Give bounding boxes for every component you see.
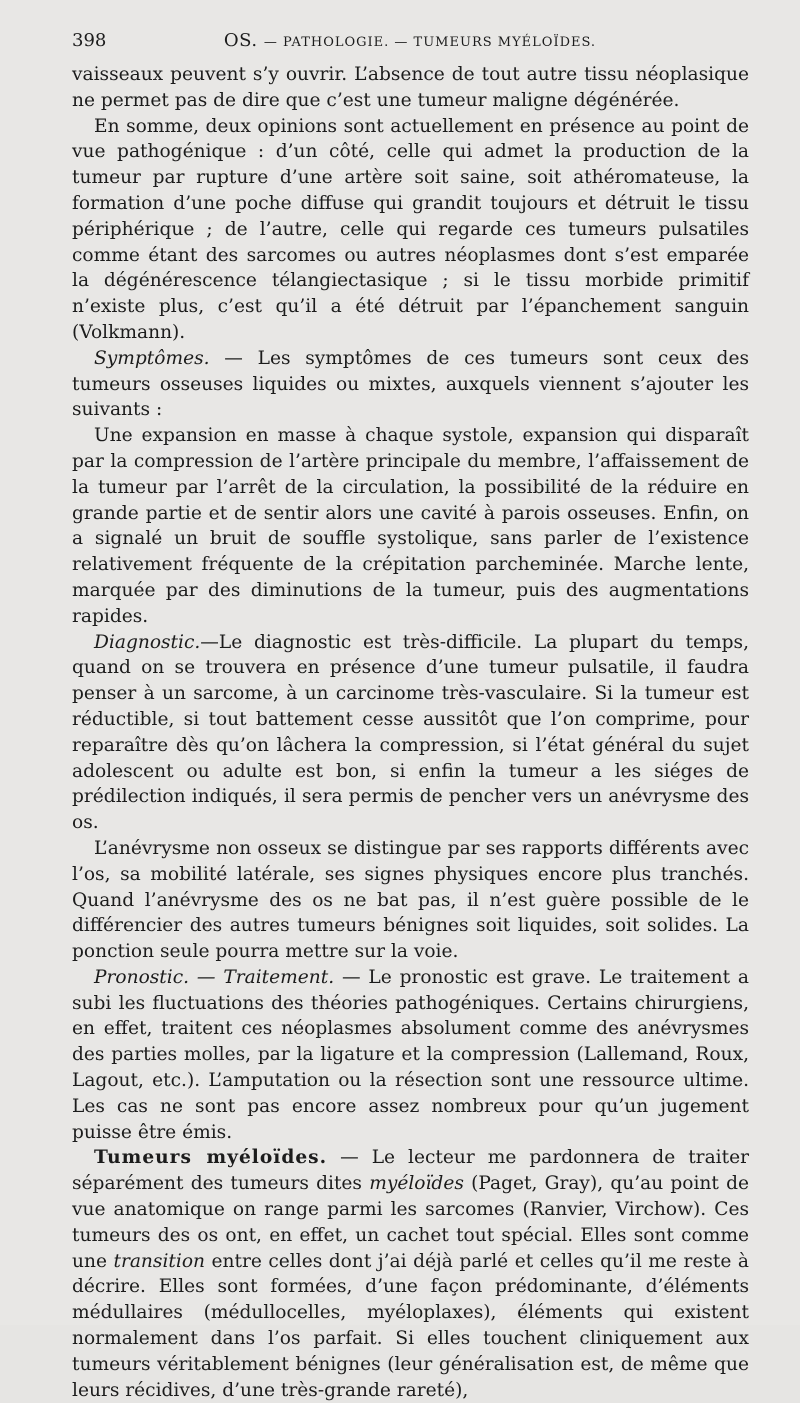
italic-term: myéloïdes xyxy=(369,1173,464,1195)
running-header xyxy=(72,30,748,58)
paragraph-continuation: vaisseaux peuvent s’y ouvrir. L’absence de tout autre tissu néoplasique ne permet pas de dire que c’est une tumeur maligne dégénérée. xyxy=(72,64,749,111)
section-heading-pronostic: Pronostic. — Traitement. xyxy=(94,966,335,988)
italic-term: transition xyxy=(113,1250,205,1272)
running-title-section: OS. xyxy=(223,30,258,51)
running-title-subject: — PATHOLOGIE. — TUMEURS MYÉLOÏDES. xyxy=(263,35,597,50)
section-heading-symptomes: Symptômes. xyxy=(94,347,210,369)
page-number: 398 xyxy=(72,30,107,51)
paragraph-text: (Paget, Gray), qu’au point de vue anatomique on range parmi les sarcomes (Ranvier, Virchow). Ces tumeurs des os ont, en effet, un cachet tout spécial. Elles sont comme une xyxy=(72,1173,750,1272)
paragraph-expansion: Une expansion en masse à chaque systole, expansion qui disparaît par la compression de l’artère principale du membre, l’affaissement de la tumeur par l’arrêt de la circulation, la possibilité de la réduire en grande partie et de sentir alors une cavité à parois osseuses. Enfin, on a signalé un bruit de souffle systolique, sans parler de l’existence relativement fréquente de la crépitation parcheminée. Marche lente, marquée par des diminutions de la tumeur, puis des augmentations rapides. xyxy=(72,425,749,627)
paragraph-symptomes xyxy=(72,346,749,423)
paragraph-text: — Le lecteur me pardonnera de traiter séparément des tumeurs dites xyxy=(72,1147,749,1195)
paragraph-text: —Le diagnostic est très-difficile. La plupart du temps, quand on se trouvera en présence d’une tumeur pulsatile, il faudra penser à un sarcome, à un carcinome très-vasculaire. Si la tumeur est réductible, si tout battement cesse aussitôt que l’on comprime, pour reparaître dès qu’on lâchera la compression, si l’état général du sujet adolescent ou adulte est bon, si enfin la tumeur a les siéges de prédilection indiqués, il sera permis de pencher vers un anévrysme des os. xyxy=(72,631,749,834)
running-title xyxy=(72,30,748,51)
paragraph-anevrysme: L’anévrysme non osseux se distingue par ses rapports différents avec l’os, sa mobilité latérale, ses signes physiques encore plus tranchés. Quand l’anévrysme des os ne bat pas, il n’est guère possible de le différencier des autres tumeurs bénignes soit liquides, soit solides. La ponction seule pourra mettre sur la voie. xyxy=(72,837,749,963)
paragraph-text: entre celles dont j’ai déjà parlé et celles qu’il me reste à décrire. Elles sont formées, d’une façon prédominante, d’éléments médullaires (médullocelles, myéloplaxes), éléments qui existent normalement dans l’os parfait. Si elles touchent cliniquement aux tumeurs véritablement bénignes (leur généralisation est, de même que leurs récidives, d’une très-grande rareté), xyxy=(72,1250,749,1401)
section-heading-diagnostic: Diagnostic. xyxy=(94,631,201,653)
paragraph-text: — Le pronostic est grave. Le traitement a subi les fluctuations des théories pathogéniques. Certains chirurgiens, en effet, traitent ces néoplasmes absolument comme des anévrysmes des parties molles, par la ligature et la compression (Lallemand, Roux, Lagout, etc.). L’amputation ou la résection sont une ressource ultime. Les cas ne sont pas encore assez nombreux pour qu’un jugement puisse être émis. xyxy=(72,966,749,1143)
section-heading-tumeurs-myeloides: Tumeurs myéloïdes. xyxy=(94,1147,328,1169)
paragraph-pathogenie: En somme, deux opinions sont actuellement en présence au point de vue pathogénique : d’un côté, celle qui admet la production de la tumeur par rupture d’une artère soit saine, soit athéromateuse, la formation d’une poche diffuse qui grandit toujours et détruit le tissu périphérique ; de l’autre, celle qui regarde ces tumeurs pulsatiles comme étant des sarcomes ou autres néoplasmes dont s’est emparée la dégénérescence télangiectasique ; si le tissu morbide primitif n’existe plus, c’est qu’il a été détruit par l’épanchement sanguin (Volkmann). xyxy=(72,115,749,343)
paragraph-diagnostic xyxy=(72,630,749,836)
page-body xyxy=(72,62,749,1403)
paragraph-pronostic xyxy=(72,965,749,1146)
paragraph-text: — Les symptômes de ces tumeurs sont ceux des tumeurs osseuses liquides ou mixtes, auxquels viennent s’ajouter les suivants : xyxy=(72,347,749,421)
paragraph-tumeurs-myeloides xyxy=(72,1145,749,1403)
